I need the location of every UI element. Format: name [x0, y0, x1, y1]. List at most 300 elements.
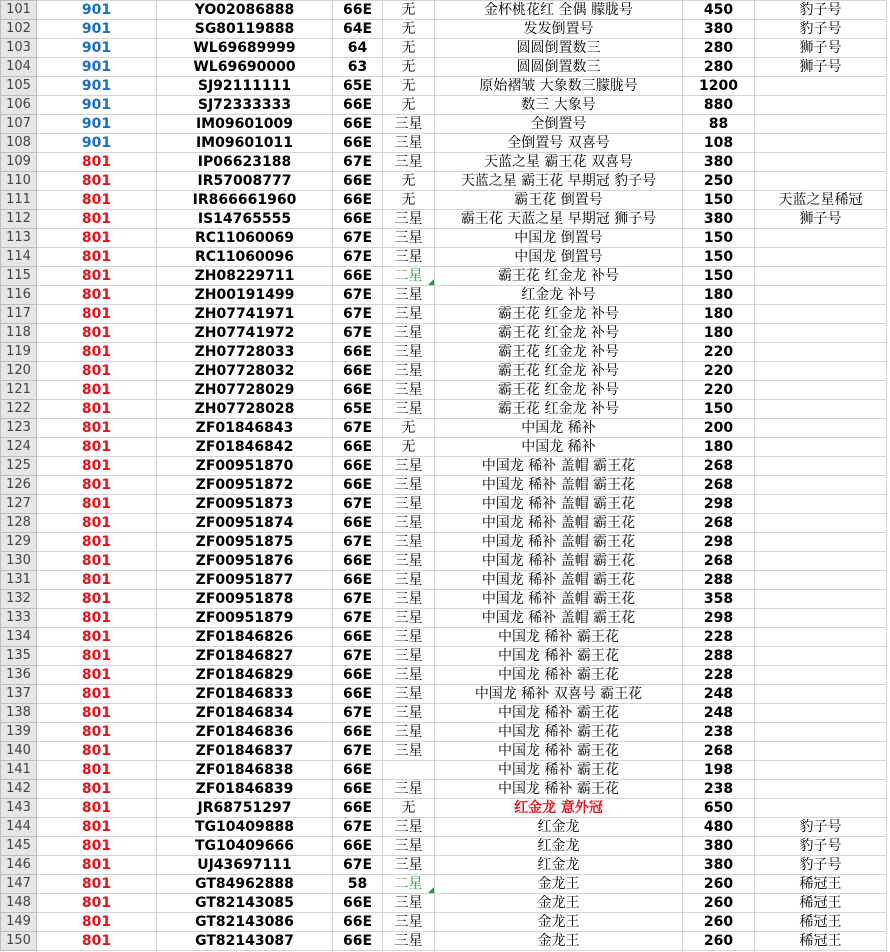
cell-note[interactable]	[755, 590, 887, 609]
cell-code[interactable]: 801	[37, 761, 157, 780]
cell-price[interactable]: 220	[683, 362, 755, 381]
cell-note[interactable]	[755, 305, 887, 324]
cell-description[interactable]: 圆圆倒置数三	[435, 39, 683, 58]
cell-price[interactable]: 268	[683, 742, 755, 761]
cell-price[interactable]: 288	[683, 647, 755, 666]
cell-note[interactable]	[755, 780, 887, 799]
cell-description[interactable]: 金龙王	[435, 894, 683, 913]
cell-star[interactable]: 三星	[383, 818, 435, 837]
row-header[interactable]: 117	[1, 305, 37, 324]
cell-star[interactable]: 三星	[383, 400, 435, 419]
cell-star[interactable]: 无	[383, 419, 435, 438]
cell-code[interactable]: 801	[37, 894, 157, 913]
cell-description[interactable]: 红金龙	[435, 818, 683, 837]
cell-note[interactable]: 豹子号	[755, 856, 887, 875]
cell-note[interactable]	[755, 248, 887, 267]
cell-note[interactable]	[755, 381, 887, 400]
cell-description[interactable]: 红金龙	[435, 856, 683, 875]
cell-price[interactable]: 268	[683, 457, 755, 476]
row-header[interactable]: 103	[1, 39, 37, 58]
cell-serial[interactable]: IS14765555	[157, 210, 333, 229]
cell-serial[interactable]: RC11060096	[157, 248, 333, 267]
cell-version[interactable]: 67E	[333, 704, 383, 723]
cell-star[interactable]: 三星	[383, 571, 435, 590]
cell-description[interactable]: 霸王花 天蓝之星 早期冠 狮子号	[435, 210, 683, 229]
cell-note[interactable]: 豹子号	[755, 20, 887, 39]
cell-price[interactable]: 380	[683, 856, 755, 875]
cell-price[interactable]: 248	[683, 704, 755, 723]
cell-price[interactable]: 228	[683, 666, 755, 685]
cell-code[interactable]: 801	[37, 875, 157, 894]
cell-note[interactable]: 稀冠王	[755, 875, 887, 894]
cell-serial[interactable]: ZH07728032	[157, 362, 333, 381]
cell-note[interactable]	[755, 134, 887, 153]
cell-note[interactable]	[755, 153, 887, 172]
cell-serial[interactable]: ZF01846836	[157, 723, 333, 742]
cell-description[interactable]: 中国龙 稀补 霸王花	[435, 761, 683, 780]
cell-note[interactable]	[755, 324, 887, 343]
cell-code[interactable]: 801	[37, 723, 157, 742]
row-header[interactable]: 101	[1, 1, 37, 20]
cell-price[interactable]: 1200	[683, 77, 755, 96]
cell-code[interactable]: 801	[37, 286, 157, 305]
cell-version[interactable]: 67E	[333, 647, 383, 666]
cell-note[interactable]	[755, 571, 887, 590]
cell-version[interactable]: 66E	[333, 457, 383, 476]
row-header[interactable]: 144	[1, 818, 37, 837]
cell-note[interactable]	[755, 400, 887, 419]
cell-note[interactable]: 豹子号	[755, 818, 887, 837]
cell-description[interactable]: 中国龙 稀补 盖帽 霸王花	[435, 457, 683, 476]
cell-star[interactable]: 三星	[383, 780, 435, 799]
cell-note[interactable]	[755, 704, 887, 723]
cell-version[interactable]: 67E	[333, 324, 383, 343]
row-header[interactable]: 138	[1, 704, 37, 723]
cell-code[interactable]: 801	[37, 362, 157, 381]
cell-serial[interactable]: ZH07741972	[157, 324, 333, 343]
cell-star[interactable]: 无	[383, 172, 435, 191]
cell-note[interactable]	[755, 761, 887, 780]
cell-star[interactable]: 三星	[383, 514, 435, 533]
cell-note[interactable]	[755, 438, 887, 457]
cell-price[interactable]: 150	[683, 400, 755, 419]
cell-code[interactable]: 801	[37, 628, 157, 647]
cell-price[interactable]: 260	[683, 894, 755, 913]
cell-description[interactable]: 中国龙 稀补 盖帽 霸王花	[435, 571, 683, 590]
row-header[interactable]: 116	[1, 286, 37, 305]
cell-description[interactable]: 中国龙 稀补 双喜号 霸王花	[435, 685, 683, 704]
cell-price[interactable]: 200	[683, 419, 755, 438]
cell-serial[interactable]: TG10409888	[157, 818, 333, 837]
cell-code[interactable]: 901	[37, 1, 157, 20]
row-header[interactable]: 143	[1, 799, 37, 818]
row-header[interactable]: 118	[1, 324, 37, 343]
cell-description[interactable]: 中国龙 稀补 霸王花	[435, 780, 683, 799]
cell-star[interactable]: 三星	[383, 666, 435, 685]
cell-version[interactable]: 66E	[333, 685, 383, 704]
cell-code[interactable]: 801	[37, 818, 157, 837]
cell-note[interactable]	[755, 172, 887, 191]
cell-code[interactable]: 801	[37, 153, 157, 172]
cell-note[interactable]	[755, 343, 887, 362]
cell-note[interactable]: 稀冠王	[755, 932, 887, 951]
cell-code[interactable]: 801	[37, 609, 157, 628]
row-header[interactable]: 141	[1, 761, 37, 780]
cell-note[interactable]	[755, 609, 887, 628]
cell-code[interactable]: 801	[37, 248, 157, 267]
row-header[interactable]: 122	[1, 400, 37, 419]
cell-code[interactable]: 801	[37, 267, 157, 286]
cell-star[interactable]: 三星	[383, 229, 435, 248]
row-header[interactable]: 149	[1, 913, 37, 932]
cell-price[interactable]: 288	[683, 571, 755, 590]
cell-description[interactable]: 霸王花 红金龙 补号	[435, 381, 683, 400]
cell-description[interactable]: 中国龙 稀补 霸王花	[435, 742, 683, 761]
cell-version[interactable]: 66E	[333, 799, 383, 818]
cell-version[interactable]: 66E	[333, 210, 383, 229]
cell-code[interactable]: 801	[37, 457, 157, 476]
cell-code[interactable]: 801	[37, 324, 157, 343]
cell-star[interactable]: 三星	[383, 609, 435, 628]
cell-star[interactable]: 三星	[383, 286, 435, 305]
cell-version[interactable]: 65E	[333, 400, 383, 419]
cell-version[interactable]: 66E	[333, 514, 383, 533]
cell-serial[interactable]: TG10409666	[157, 837, 333, 856]
cell-version[interactable]: 66E	[333, 191, 383, 210]
cell-star[interactable]: 无	[383, 96, 435, 115]
cell-code[interactable]: 901	[37, 96, 157, 115]
cell-star[interactable]: 三星	[383, 324, 435, 343]
cell-price[interactable]: 298	[683, 533, 755, 552]
cell-price[interactable]: 228	[683, 628, 755, 647]
cell-note[interactable]	[755, 666, 887, 685]
cell-version[interactable]: 58	[333, 875, 383, 894]
cell-star[interactable]: 三星	[383, 913, 435, 932]
row-header[interactable]: 109	[1, 153, 37, 172]
cell-version[interactable]: 67E	[333, 742, 383, 761]
cell-code[interactable]: 801	[37, 533, 157, 552]
cell-price[interactable]: 198	[683, 761, 755, 780]
cell-version[interactable]: 66E	[333, 343, 383, 362]
cell-star[interactable]: 三星	[383, 457, 435, 476]
cell-star[interactable]: 无	[383, 799, 435, 818]
cell-note[interactable]	[755, 514, 887, 533]
cell-star[interactable]: 三星	[383, 837, 435, 856]
cell-serial[interactable]: SG80119888	[157, 20, 333, 39]
cell-price[interactable]: 280	[683, 58, 755, 77]
cell-price[interactable]: 280	[683, 39, 755, 58]
cell-serial[interactable]: ZF00951870	[157, 457, 333, 476]
cell-code[interactable]: 801	[37, 799, 157, 818]
cell-star[interactable]	[383, 761, 435, 780]
cell-note[interactable]	[755, 96, 887, 115]
cell-version[interactable]: 66E	[333, 362, 383, 381]
row-header[interactable]: 125	[1, 457, 37, 476]
cell-serial[interactable]: IM09601011	[157, 134, 333, 153]
cell-description[interactable]: 天蓝之星 霸王花 早期冠 豹子号	[435, 172, 683, 191]
cell-code[interactable]: 801	[37, 343, 157, 362]
cell-star[interactable]: 三星	[383, 115, 435, 134]
cell-note[interactable]	[755, 419, 887, 438]
cell-code[interactable]: 801	[37, 780, 157, 799]
cell-star[interactable]: 无	[383, 39, 435, 58]
cell-price[interactable]: 150	[683, 229, 755, 248]
cell-serial[interactable]: UJ43697111	[157, 856, 333, 875]
cell-note[interactable]: 稀冠王	[755, 894, 887, 913]
cell-price[interactable]: 238	[683, 780, 755, 799]
cell-version[interactable]: 64E	[333, 20, 383, 39]
cell-serial[interactable]: ZF00951875	[157, 533, 333, 552]
cell-code[interactable]: 801	[37, 191, 157, 210]
cell-note[interactable]	[755, 685, 887, 704]
row-header[interactable]: 128	[1, 514, 37, 533]
cell-star[interactable]: 三星	[383, 856, 435, 875]
row-header[interactable]: 110	[1, 172, 37, 191]
row-header[interactable]: 145	[1, 837, 37, 856]
cell-price[interactable]: 380	[683, 20, 755, 39]
cell-price[interactable]: 380	[683, 837, 755, 856]
cell-code[interactable]: 801	[37, 742, 157, 761]
cell-version[interactable]: 66E	[333, 381, 383, 400]
cell-description[interactable]: 金龙王	[435, 913, 683, 932]
cell-code[interactable]: 801	[37, 381, 157, 400]
cell-version[interactable]: 66E	[333, 913, 383, 932]
cell-star[interactable]: 三星	[383, 248, 435, 267]
row-header[interactable]: 113	[1, 229, 37, 248]
cell-note[interactable]	[755, 495, 887, 514]
row-header[interactable]: 147	[1, 875, 37, 894]
cell-version[interactable]: 67E	[333, 533, 383, 552]
cell-version[interactable]: 66E	[333, 96, 383, 115]
cell-description[interactable]: 霸王花 红金龙 补号	[435, 324, 683, 343]
cell-star[interactable]: 三星	[383, 362, 435, 381]
cell-price[interactable]: 380	[683, 153, 755, 172]
row-header[interactable]: 124	[1, 438, 37, 457]
cell-price[interactable]: 180	[683, 286, 755, 305]
cell-description[interactable]: 中国龙 稀补 盖帽 霸王花	[435, 590, 683, 609]
cell-description[interactable]: 霸王花 红金龙 补号	[435, 400, 683, 419]
cell-serial[interactable]: YO02086888	[157, 1, 333, 20]
cell-price[interactable]: 180	[683, 438, 755, 457]
row-header[interactable]: 133	[1, 609, 37, 628]
cell-version[interactable]: 66E	[333, 1, 383, 20]
cell-code[interactable]: 801	[37, 647, 157, 666]
cell-price[interactable]: 150	[683, 248, 755, 267]
row-header[interactable]: 134	[1, 628, 37, 647]
cell-version[interactable]: 67E	[333, 590, 383, 609]
cell-description[interactable]: 红金龙 意外冠	[435, 799, 683, 818]
cell-star[interactable]: 三星	[383, 894, 435, 913]
cell-serial[interactable]: ZF01846843	[157, 419, 333, 438]
cell-price[interactable]: 268	[683, 476, 755, 495]
cell-star[interactable]: 无	[383, 438, 435, 457]
cell-serial[interactable]: SJ92111111	[157, 77, 333, 96]
cell-description[interactable]: 天蓝之星 霸王花 双喜号	[435, 153, 683, 172]
cell-code[interactable]: 801	[37, 419, 157, 438]
cell-code[interactable]: 801	[37, 552, 157, 571]
cell-version[interactable]: 67E	[333, 818, 383, 837]
row-header[interactable]: 121	[1, 381, 37, 400]
cell-serial[interactable]: RC11060069	[157, 229, 333, 248]
cell-code[interactable]: 801	[37, 438, 157, 457]
cell-serial[interactable]: ZF01846827	[157, 647, 333, 666]
cell-price[interactable]: 358	[683, 590, 755, 609]
cell-price[interactable]: 220	[683, 381, 755, 400]
row-header[interactable]: 112	[1, 210, 37, 229]
cell-star[interactable]: 三星	[383, 742, 435, 761]
cell-star[interactable]: 三星	[383, 685, 435, 704]
cell-code[interactable]: 901	[37, 58, 157, 77]
cell-version[interactable]: 64	[333, 39, 383, 58]
cell-note[interactable]	[755, 533, 887, 552]
cell-price[interactable]: 380	[683, 210, 755, 229]
cell-price[interactable]: 268	[683, 552, 755, 571]
cell-code[interactable]: 801	[37, 571, 157, 590]
cell-version[interactable]: 66E	[333, 780, 383, 799]
row-header[interactable]: 111	[1, 191, 37, 210]
cell-description[interactable]: 中国龙 稀补 霸王花	[435, 723, 683, 742]
cell-serial[interactable]: ZF01846834	[157, 704, 333, 723]
cell-version[interactable]: 67E	[333, 286, 383, 305]
cell-description[interactable]: 全倒置号 双喜号	[435, 134, 683, 153]
row-header[interactable]: 123	[1, 419, 37, 438]
row-header[interactable]: 142	[1, 780, 37, 799]
cell-description[interactable]: 中国龙 稀补 霸王花	[435, 704, 683, 723]
cell-star[interactable]: 三星	[383, 153, 435, 172]
cell-price[interactable]: 480	[683, 818, 755, 837]
cell-star[interactable]: 三星	[383, 305, 435, 324]
cell-star[interactable]: 三星	[383, 723, 435, 742]
cell-code[interactable]: 801	[37, 210, 157, 229]
cell-serial[interactable]: ZF00951876	[157, 552, 333, 571]
cell-star[interactable]: 三星	[383, 590, 435, 609]
cell-note[interactable]	[755, 552, 887, 571]
cell-description[interactable]: 霸王花 倒置号	[435, 191, 683, 210]
cell-description[interactable]: 中国龙 稀补 霸王花	[435, 628, 683, 647]
cell-price[interactable]: 298	[683, 495, 755, 514]
cell-serial[interactable]: ZF01846839	[157, 780, 333, 799]
cell-serial[interactable]: ZH00191499	[157, 286, 333, 305]
cell-serial[interactable]: ZF01846837	[157, 742, 333, 761]
cell-note[interactable]	[755, 267, 887, 286]
cell-description[interactable]: 红金龙 补号	[435, 286, 683, 305]
cell-description[interactable]: 圆圆倒置数三	[435, 58, 683, 77]
cell-serial[interactable]: ZH07728029	[157, 381, 333, 400]
cell-version[interactable]: 67E	[333, 305, 383, 324]
cell-version[interactable]: 66E	[333, 134, 383, 153]
cell-serial[interactable]: ZF01846826	[157, 628, 333, 647]
cell-star[interactable]: 无	[383, 58, 435, 77]
cell-version[interactable]: 67E	[333, 153, 383, 172]
cell-version[interactable]: 66E	[333, 438, 383, 457]
cell-version[interactable]: 67E	[333, 609, 383, 628]
cell-description[interactable]: 金龙王	[435, 875, 683, 894]
cell-description[interactable]: 中国龙 稀补	[435, 438, 683, 457]
cell-note[interactable]	[755, 742, 887, 761]
cell-price[interactable]: 238	[683, 723, 755, 742]
cell-code[interactable]: 801	[37, 172, 157, 191]
row-header[interactable]: 130	[1, 552, 37, 571]
cell-star[interactable]: 三星	[383, 932, 435, 951]
cell-code[interactable]: 801	[37, 590, 157, 609]
row-header[interactable]: 105	[1, 77, 37, 96]
row-header[interactable]: 107	[1, 115, 37, 134]
row-header[interactable]: 129	[1, 533, 37, 552]
cell-description[interactable]: 中国龙 倒置号	[435, 229, 683, 248]
cell-description[interactable]: 霸王花 红金龙 补号	[435, 267, 683, 286]
row-header[interactable]: 150	[1, 932, 37, 951]
cell-serial[interactable]: GT84962888	[157, 875, 333, 894]
cell-code[interactable]: 801	[37, 856, 157, 875]
row-header[interactable]: 132	[1, 590, 37, 609]
cell-note[interactable]	[755, 77, 887, 96]
cell-version[interactable]: 66E	[333, 267, 383, 286]
cell-code[interactable]: 901	[37, 39, 157, 58]
cell-version[interactable]: 66E	[333, 894, 383, 913]
cell-description[interactable]: 发发倒置号	[435, 20, 683, 39]
cell-star[interactable]: 二星	[383, 267, 435, 286]
cell-note[interactable]	[755, 723, 887, 742]
row-header[interactable]: 126	[1, 476, 37, 495]
cell-price[interactable]: 150	[683, 267, 755, 286]
cell-price[interactable]: 248	[683, 685, 755, 704]
cell-serial[interactable]: ZH07728028	[157, 400, 333, 419]
row-header[interactable]: 146	[1, 856, 37, 875]
cell-version[interactable]: 66E	[333, 723, 383, 742]
cell-price[interactable]: 880	[683, 96, 755, 115]
cell-serial[interactable]: ZF01846838	[157, 761, 333, 780]
cell-code[interactable]: 801	[37, 913, 157, 932]
cell-serial[interactable]: ZF01846842	[157, 438, 333, 457]
cell-version[interactable]: 66E	[333, 476, 383, 495]
cell-star[interactable]: 无	[383, 77, 435, 96]
cell-star[interactable]: 三星	[383, 210, 435, 229]
cell-star[interactable]: 无	[383, 191, 435, 210]
cell-note[interactable]	[755, 286, 887, 305]
cell-version[interactable]: 66E	[333, 761, 383, 780]
cell-serial[interactable]: WL69689999	[157, 39, 333, 58]
cell-serial[interactable]: IP06623188	[157, 153, 333, 172]
row-header[interactable]: 148	[1, 894, 37, 913]
cell-price[interactable]: 88	[683, 115, 755, 134]
cell-description[interactable]: 中国龙 稀补 盖帽 霸王花	[435, 476, 683, 495]
cell-serial[interactable]: SJ72333333	[157, 96, 333, 115]
cell-note[interactable]: 狮子号	[755, 210, 887, 229]
cell-code[interactable]: 801	[37, 476, 157, 495]
cell-description[interactable]: 中国龙 稀补 盖帽 霸王花	[435, 495, 683, 514]
cell-description[interactable]: 霸王花 红金龙 补号	[435, 343, 683, 362]
cell-version[interactable]: 67E	[333, 229, 383, 248]
cell-version[interactable]: 66E	[333, 115, 383, 134]
cell-code[interactable]: 901	[37, 115, 157, 134]
cell-code[interactable]: 801	[37, 495, 157, 514]
cell-description[interactable]: 中国龙 稀补 霸王花	[435, 666, 683, 685]
cell-description[interactable]: 中国龙 稀补 盖帽 霸王花	[435, 609, 683, 628]
cell-version[interactable]: 66E	[333, 628, 383, 647]
cell-star[interactable]: 三星	[383, 495, 435, 514]
row-header[interactable]: 102	[1, 20, 37, 39]
cell-description[interactable]: 中国龙 稀补 霸王花	[435, 647, 683, 666]
cell-price[interactable]: 180	[683, 324, 755, 343]
cell-code[interactable]: 801	[37, 666, 157, 685]
cell-description[interactable]: 数三 大象号	[435, 96, 683, 115]
row-header[interactable]: 127	[1, 495, 37, 514]
cell-serial[interactable]: ZH07741971	[157, 305, 333, 324]
cell-code[interactable]: 801	[37, 514, 157, 533]
row-header[interactable]: 119	[1, 343, 37, 362]
cell-price[interactable]: 220	[683, 343, 755, 362]
cell-price[interactable]: 650	[683, 799, 755, 818]
